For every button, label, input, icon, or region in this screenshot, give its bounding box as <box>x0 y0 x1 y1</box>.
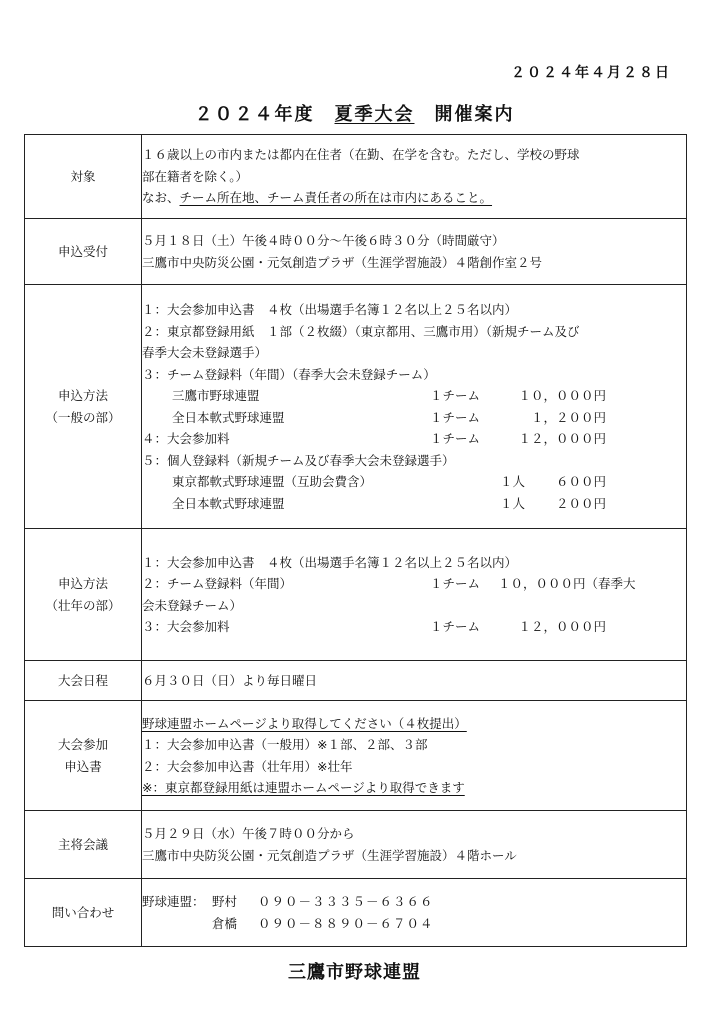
title-underlined: 夏季大会 <box>334 104 415 125</box>
general-item5-sub2: 全日本軟式野球連盟 １人 ２００円 <box>172 495 607 511</box>
row-contact <box>25 879 687 947</box>
general-item2a: ２：東京都登録用紙 １部（２枚綴）（東京都用、三鷹市用）（新規チーム及び <box>142 323 580 339</box>
general-item3: ３：チーム登録料（年間）（春季大会未登録チーム） <box>142 366 436 382</box>
label-general: 申込方法 （一般の部） <box>25 285 142 529</box>
content-senior <box>142 529 687 661</box>
senior-item2: ２：チーム登録料（年間） １チーム １０，０００円（春季大 <box>142 576 636 591</box>
title-suffix: 開催案内 <box>414 104 515 125</box>
target-line2: 部在籍者を除く。） <box>142 168 249 184</box>
senior-item2-cont: 会未登録チーム） <box>142 597 243 613</box>
content-general <box>142 285 687 529</box>
captains-line2: 三鷹市中央防災公園・元気創造プラザ（生涯学習施設）４階ホール <box>142 847 517 863</box>
footer-organization: 三鷹市野球連盟 <box>288 962 421 983</box>
row-target <box>25 135 687 219</box>
forms-line1: 野球連盟ホームページより取得してください（４枚提出） <box>142 715 467 731</box>
content-captains <box>142 811 687 879</box>
row-forms <box>25 701 687 811</box>
content-target <box>142 135 687 219</box>
label-schedule: 大会日程 <box>25 661 142 701</box>
label-captains: 主将会議 <box>25 811 142 879</box>
contact-org: 野球連盟： <box>142 894 205 909</box>
label-reception: 申込受付 <box>25 219 142 285</box>
row-senior <box>25 529 687 661</box>
contact-phone1: ０９０－３３３５－６３６６ <box>258 894 434 909</box>
forms-line3: ２：大会参加申込書（壮年用）※壮年 <box>142 758 353 774</box>
page-title <box>0 100 709 126</box>
label-forms: 大会参加 申込書 <box>25 701 142 811</box>
target-line1: １６歳以上の市内または都内在住者（在勤、在学を含む。ただし、学校の野球 <box>142 147 580 163</box>
row-captains <box>25 811 687 879</box>
label-senior: 申込方法 （壮年の部） <box>25 529 142 661</box>
content-forms <box>142 701 687 811</box>
general-item5: ５：個人登録料（新規チーム及び春季大会未登録選手） <box>142 452 455 468</box>
label-contact: 問い合わせ <box>25 879 142 947</box>
content-contact <box>142 879 687 947</box>
reception-line2: 三鷹市中央防災公園・元気創造プラザ（生涯学習施設）４階創作室２号 <box>142 254 543 270</box>
contact-name2: 倉橋 <box>212 915 238 931</box>
content-reception <box>142 219 687 285</box>
forms-line2: １：大会参加申込書（一般用）※１部、２部、３部 <box>142 737 428 752</box>
general-item1: １：大会参加申込書 ４枚（出場選手名簿１２名以上２５名以内） <box>142 302 518 317</box>
row-general <box>25 285 687 529</box>
info-table <box>24 134 687 947</box>
contact-name1: 野村 <box>212 894 238 909</box>
senior-item1: １：大会参加申込書 ４枚（出場選手名簿１２名以上２５名以内） <box>142 554 518 570</box>
general-item3-sub2: 全日本軟式野球連盟 １チーム １，２００円 <box>172 409 606 425</box>
general-item3-sub1: 三鷹市野球連盟 １チーム １０，０００円 <box>172 388 606 403</box>
general-item4: ４：大会参加料 １チーム １２，０００円 <box>142 431 606 446</box>
general-item5-sub1: 東京都軟式野球連盟（互助会費含） １人 ６００円 <box>172 474 607 489</box>
label-target: 対象 <box>25 135 142 219</box>
senior-item3: ３：大会参加料 １チーム １２，０００円 <box>142 619 606 634</box>
row-reception <box>25 219 687 285</box>
target-line3-underlined: チーム所在地、チーム責任者の所在は市内にあること。 <box>179 190 493 206</box>
title-prefix: ２０２４年度 <box>194 104 335 125</box>
contact-line1 <box>142 891 686 913</box>
forms-line4: ※：東京都登録用紙は連盟ホームページより取得できます <box>142 780 465 795</box>
schedule-text: ６月３０日（日）より毎日曜日 <box>142 672 318 688</box>
captains-line1: ５月２９日（水）午後７時００分から <box>142 826 355 841</box>
content-schedule <box>142 661 687 701</box>
contact-phone2: ０９０－８８９０－６７０４ <box>258 915 434 931</box>
reception-line1: ５月１８日（土）午後４時００分～午後６時３０分（時間厳守） <box>142 233 505 248</box>
contact-line2 <box>142 913 686 935</box>
document-date: ２０２４年４月２８日 <box>511 65 671 81</box>
general-item2b: 春季大会未登録選手） <box>142 345 268 360</box>
target-line3: なお、チーム所在地、チーム責任者の所在は市内にあること。 <box>142 190 493 206</box>
row-schedule <box>25 661 687 701</box>
